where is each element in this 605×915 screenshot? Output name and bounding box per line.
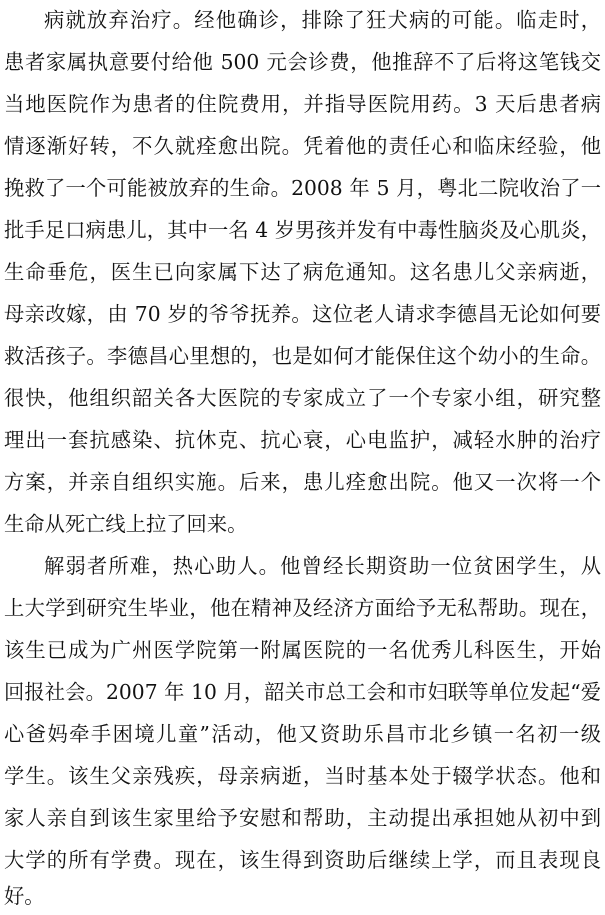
text-line: 上大学到研究生毕业，他在精神及经济方面给予无私帮助。现在， <box>4 596 601 620</box>
text-line: 心爸妈牵手困境儿童”活动，他又资助乐昌市北乡镇一名初一级 <box>4 722 601 746</box>
paragraph-first-line: 解弱者所难，热心助人。他曾经长期资助一位贫困学生，从 <box>44 554 601 578</box>
text-line: 回报社会。2007 年 10 月，韶关市总工会和市妇联等单位发起“爱 <box>4 680 601 704</box>
text-line: 情逐渐好转，不久就痊愈出院。凭着他的责任心和临床经验，他 <box>4 134 601 158</box>
text-line: 生命垂危，医生已向家属下达了病危通知。这名患儿父亲病逝， <box>4 260 601 284</box>
text-line: 救活孩子。李德昌心里想的，也是如何才能保住这个幼小的生命。 <box>4 344 601 368</box>
text-line: 挽救了一个可能被放弃的生命。2008 年 5 月，粤北二院收治了一 <box>4 176 601 200</box>
text-line: 学生。该生父亲残疾，母亲病逝，当时基本处于辍学状态。他和 <box>4 764 601 788</box>
text-line: 很快，他组织韶关各大医院的专家成立了一个专家小组，研究整 <box>4 386 601 410</box>
text-line: 家人亲自到该生家里给予安慰和帮助，主动提出承担她从初中到 <box>4 806 601 830</box>
text-line: 批手足口病患儿，其中一名 4 岁男孩并发有中毒性脑炎及心肌炎， <box>4 218 601 242</box>
text-line: 患者家属执意要付给他 500 元会诊费，他推辞不了后将这笔钱交 <box>4 50 601 74</box>
paragraph-last-line: 生命从死亡线上拉了回来。 <box>4 512 248 536</box>
text-line: 该生已成为广州医学院第一附属医院的一名优秀儿科医生，开始 <box>4 638 601 662</box>
text-line: 理出一套抗感染、抗休克、抗心衰，心电监护，减轻水肿的治疗 <box>4 428 601 452</box>
text-line: 大学的所有学费。现在，该生得到资助后继续上学，而且表现良 <box>4 848 601 872</box>
text-line: 母亲改嫁，由 70 岁的爷爷抚养。这位老人请求李德昌无论如何要 <box>4 302 601 326</box>
text-line: 方案，并亲自组织实施。后来，患儿痊愈出院。他又一次将一个 <box>4 470 601 494</box>
text-line: 当地医院作为患者的住院费用，并指导医院用药。3 天后患者病 <box>4 92 601 116</box>
paragraph-last-line: 好。 <box>4 884 45 908</box>
text-line: 病就放弃治疗。经他确诊，排除了狂犬病的可能。临走时， <box>44 8 601 32</box>
